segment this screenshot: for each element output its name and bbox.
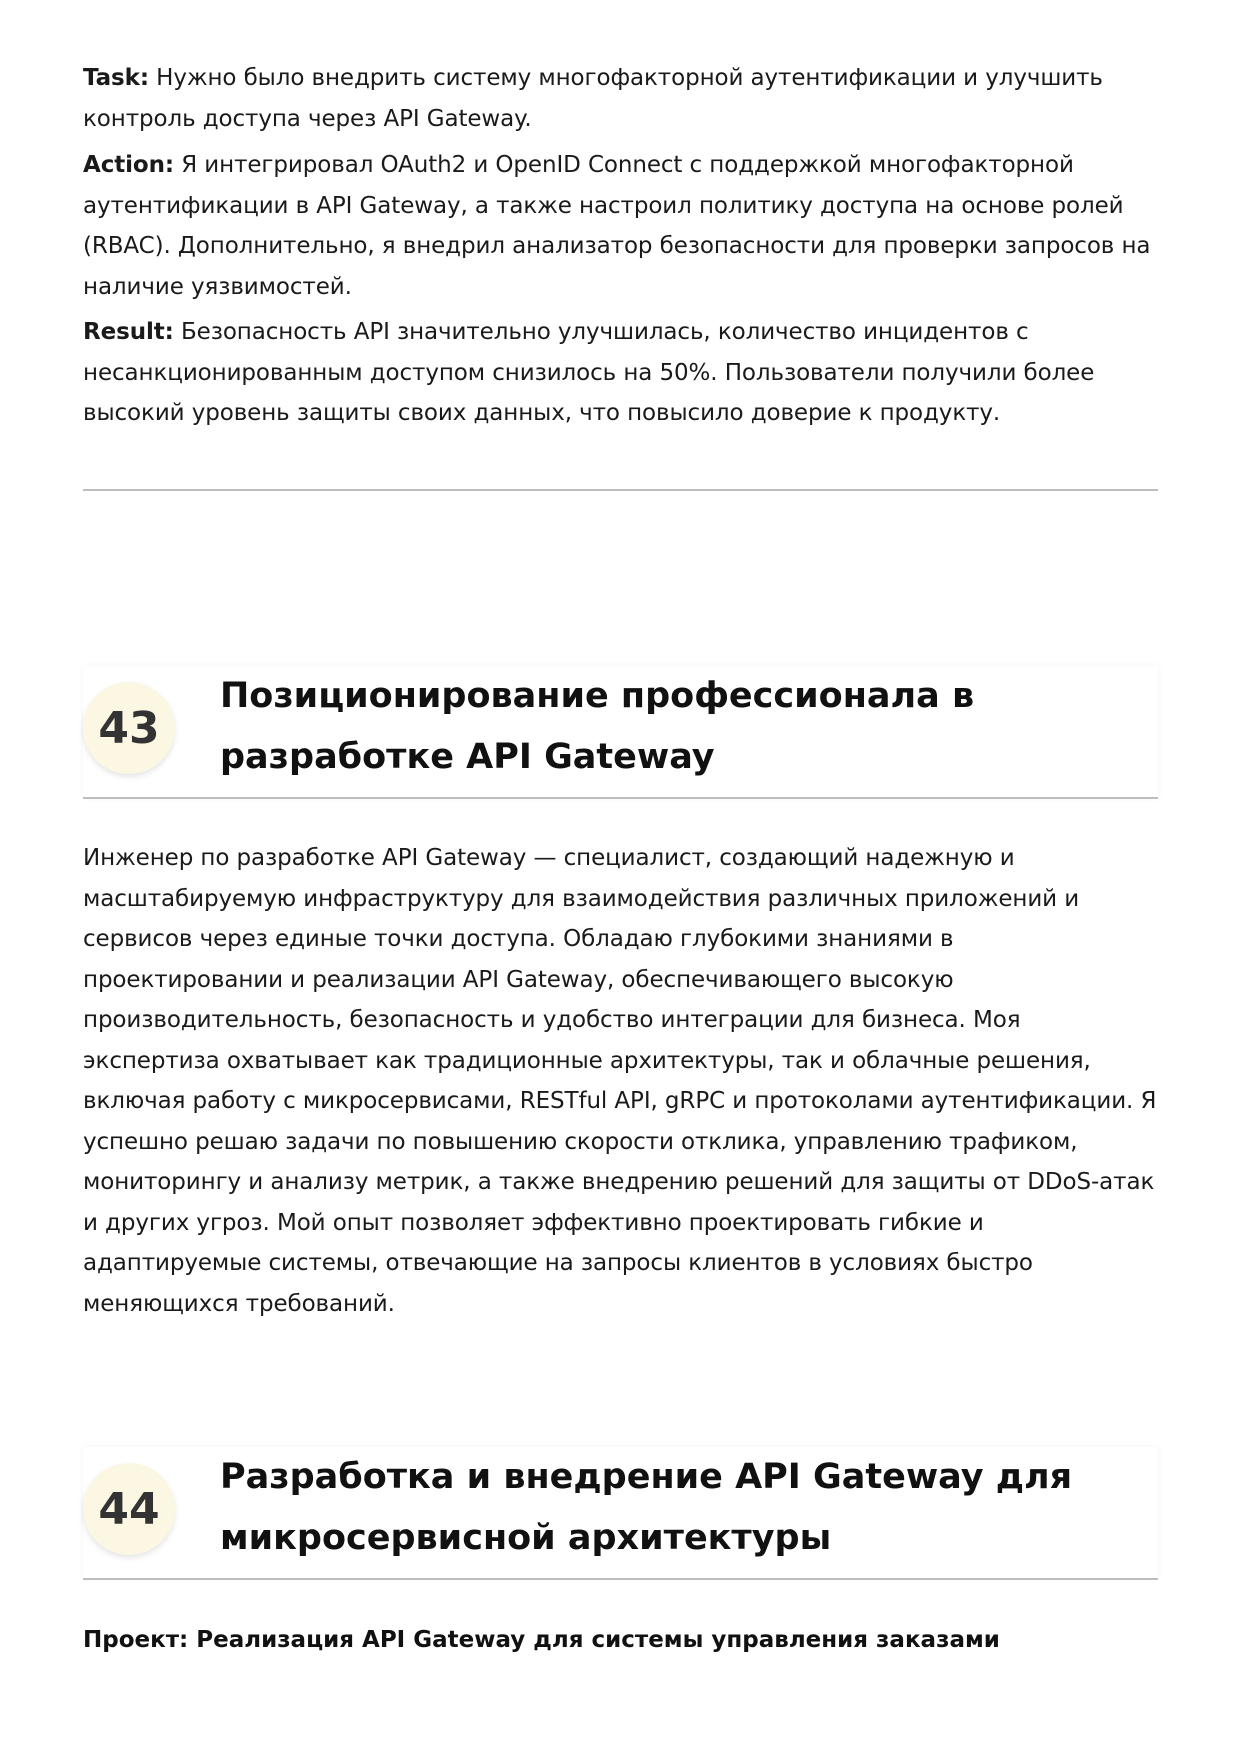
- section-43-body: Инженер по разработке API Gateway — специалист, создающий надежную и масштабируемую инфраструктуру для взаимодействия различных приложений и сервисов через единые точки доступа. Обладаю глубокими знаниями в проектировании и реализации API Gateway, обеспечивающего высокую производительность, безопасность и удобство интеграции для бизнеса. Моя экспертиза охватывает как традиционные архитектуры, так и облачные решения, включая работу с микросервисами, RESTful API, gRPC и протоколами аутентификации. Я успешно решаю задачи по повышению скорости отклика, управлению трафиком, мониторингу и анализу метрик, а также внедрению решений для защиты от DDoS-атак и других угроз. Мой опыт позволяет эффективно проектировать гибкие и адаптируемые системы, отвечающие на запросы клиентов в условиях быстро меняющихся требований.: [83, 845, 1157, 1317]
- section-number-badge: 43: [83, 682, 175, 774]
- action-text: Я интегрировал OAuth2 и OpenID Connect с поддержкой многофакторной аутентификации в API Gateway, а также настроил политику доступа на основе ролей (RBAC). Дополнительно, я внедрил анализатор безопасности для проверки запросов на наличие уязвимостей.: [83, 152, 1151, 300]
- task-text: Нужно было внедрить систему многофакторной аутентификации и улучшить контроль доступа через API Gateway.: [83, 65, 1103, 132]
- section-44-header: [83, 1447, 1158, 1579]
- section-title: Разработка и внедрение API Gateway для микросервисной архитектуры: [220, 1457, 1073, 1558]
- action-paragraph: [83, 145, 1158, 307]
- section-43-header: [83, 666, 1158, 798]
- heading-underline: [83, 797, 1158, 799]
- section-number-badge: 44: [83, 1463, 175, 1555]
- task-label: Task:: [83, 65, 149, 91]
- section-divider: [83, 489, 1158, 491]
- result-paragraph: [83, 312, 1158, 434]
- project-title: Проект: Реализация API Gateway для системы управления заказами: [83, 1627, 1000, 1653]
- section-title: Позиционирование профессионала в разработке API Gateway: [220, 676, 975, 777]
- task-paragraph: [83, 58, 1158, 139]
- action-label: Action:: [83, 152, 174, 178]
- result-label: Result:: [83, 319, 174, 345]
- result-text: Безопасность API значительно улучшилась, количество инцидентов с несанкционированным доступом снизилось на 50%. Пользователи получили более высокий уровень защиты своих данных, что повысило доверие к продукту.: [83, 319, 1095, 426]
- heading-underline: [83, 1578, 1158, 1580]
